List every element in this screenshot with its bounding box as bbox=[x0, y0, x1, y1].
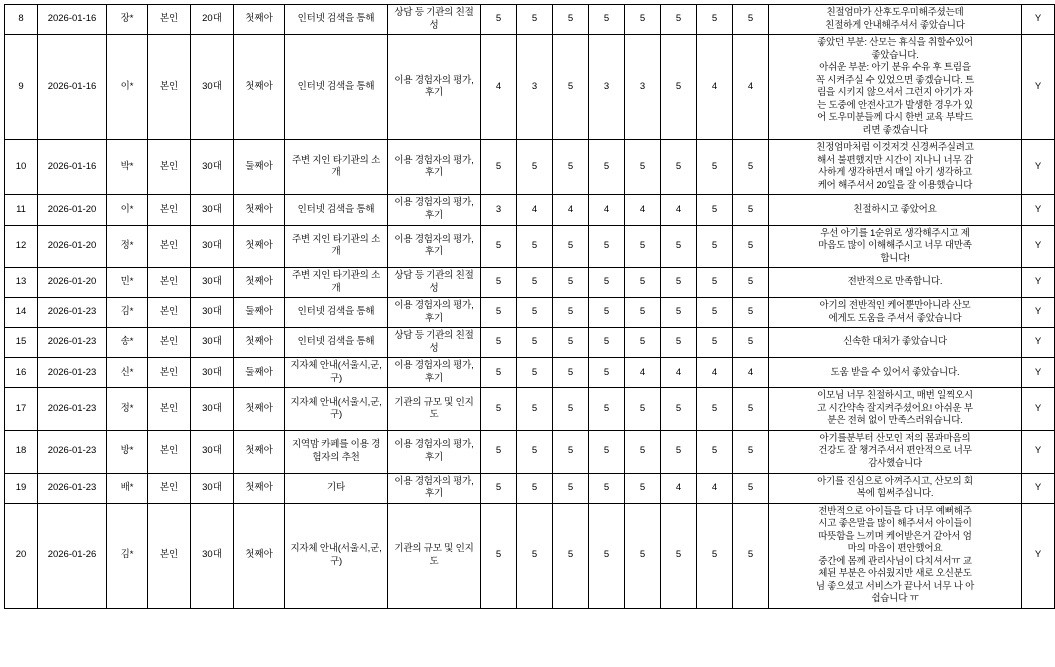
cell-age-group: 30대 bbox=[191, 430, 234, 473]
cell-comment bbox=[769, 140, 1022, 195]
cell-score: 5 bbox=[625, 298, 661, 328]
comment-line: 마음도 많이 이해해주시고 너무 대만족 bbox=[818, 240, 972, 252]
cell-score: 5 bbox=[625, 388, 661, 431]
cell-score: 5 bbox=[625, 503, 661, 608]
table-row bbox=[5, 268, 1055, 298]
table-row bbox=[5, 298, 1055, 328]
cell-public-flag: Y bbox=[1022, 35, 1055, 140]
comment-line: 좋았습니다. bbox=[871, 49, 919, 61]
cell-score: 5 bbox=[697, 298, 733, 328]
comment-line: 님 좋으셨고 서비스가 끝나서 너무 나 아 bbox=[815, 580, 975, 592]
cell-relation: 본인 bbox=[148, 473, 191, 503]
cell-score: 5 bbox=[661, 225, 697, 268]
cell-relation: 본인 bbox=[148, 358, 191, 388]
cell-score: 5 bbox=[697, 5, 733, 35]
cell-score: 4 bbox=[589, 195, 625, 225]
cell-score: 5 bbox=[517, 298, 553, 328]
cell-reason: 기관의 규모 및 인지도 bbox=[388, 388, 481, 431]
cell-route: 주변 지인 타기관의 소개 bbox=[285, 268, 388, 298]
cell-score: 5 bbox=[553, 268, 589, 298]
cell-number: 18 bbox=[5, 430, 38, 473]
cell-score: 5 bbox=[589, 503, 625, 608]
cell-date: 2026-01-23 bbox=[38, 473, 107, 503]
cell-relation: 본인 bbox=[148, 503, 191, 608]
cell-reason: 기관의 규모 및 인지도 bbox=[388, 503, 481, 608]
comment-line: 케어 해주셔서 20일을 잘 이용했습니다 bbox=[817, 179, 973, 191]
cell-date: 2026-01-23 bbox=[38, 328, 107, 358]
cell-score: 4 bbox=[733, 35, 769, 140]
cell-number: 14 bbox=[5, 298, 38, 328]
cell-age-group: 30대 bbox=[191, 358, 234, 388]
cell-date: 2026-01-23 bbox=[38, 388, 107, 431]
cell-score: 5 bbox=[517, 140, 553, 195]
cell-score: 5 bbox=[517, 503, 553, 608]
cell-public-flag: Y bbox=[1022, 140, 1055, 195]
cell-score: 5 bbox=[733, 298, 769, 328]
cell-score: 5 bbox=[517, 5, 553, 35]
cell-score: 5 bbox=[625, 5, 661, 35]
cell-relation: 본인 bbox=[148, 430, 191, 473]
cell-score: 5 bbox=[589, 328, 625, 358]
cell-writer: 배* bbox=[107, 473, 148, 503]
cell-birth-order: 첫째아 bbox=[234, 328, 285, 358]
cell-score: 3 bbox=[517, 35, 553, 140]
cell-number: 10 bbox=[5, 140, 38, 195]
cell-score: 5 bbox=[661, 430, 697, 473]
cell-reason: 이용 경험자의 평가, 후기 bbox=[388, 473, 481, 503]
cell-score: 5 bbox=[661, 328, 697, 358]
cell-score: 5 bbox=[733, 328, 769, 358]
cell-score: 5 bbox=[733, 473, 769, 503]
comment-line: 꼭 시켜주실 수 있었으면 좋겠습니다. 트 bbox=[815, 74, 975, 86]
cell-comment bbox=[769, 35, 1022, 140]
comment-line: 아기를분부터 산모인 저의 몸과마음의 bbox=[819, 432, 971, 444]
cell-score: 5 bbox=[517, 358, 553, 388]
comment-line: 사하게 생각하면서 매일 아기 생각하고 bbox=[818, 167, 972, 179]
cell-score: 4 bbox=[697, 35, 733, 140]
cell-route: 지역맘 카페를 이용 경험자의 추천 bbox=[285, 430, 388, 473]
cell-comment bbox=[769, 268, 1022, 298]
cell-route: 지자체 안내(서울시,군,구) bbox=[285, 388, 388, 431]
comment-line: 에게도 도움을 주셔서 좋았습니다 bbox=[828, 312, 962, 324]
cell-date: 2026-01-16 bbox=[38, 5, 107, 35]
cell-reason: 이용 경험자의 평가, 후기 bbox=[388, 358, 481, 388]
cell-writer: 신* bbox=[107, 358, 148, 388]
table-row bbox=[5, 503, 1055, 608]
cell-route: 기타 bbox=[285, 473, 388, 503]
comment-line: 리면 좋겠습니다 bbox=[862, 124, 928, 136]
cell-score: 5 bbox=[553, 5, 589, 35]
table-row bbox=[5, 140, 1055, 195]
cell-birth-order: 첫째아 bbox=[234, 503, 285, 608]
cell-score: 5 bbox=[697, 195, 733, 225]
cell-score: 5 bbox=[697, 388, 733, 431]
cell-birth-order: 둘째아 bbox=[234, 358, 285, 388]
cell-score: 5 bbox=[733, 430, 769, 473]
table-row bbox=[5, 358, 1055, 388]
cell-reason: 상담 등 기관의 친절성 bbox=[388, 268, 481, 298]
cell-score: 5 bbox=[481, 358, 517, 388]
comment-line: 해서 불편했지만 시간이 지나니 너무 감 bbox=[817, 154, 973, 166]
cell-date: 2026-01-26 bbox=[38, 503, 107, 608]
cell-birth-order: 첫째아 bbox=[234, 388, 285, 431]
comment-line: 좋았던 부분: 산모는 휴식을 취할수있어 bbox=[817, 37, 973, 49]
cell-score: 5 bbox=[481, 473, 517, 503]
cell-reason: 이용 경험자의 평가, 후기 bbox=[388, 430, 481, 473]
cell-reason: 이용 경험자의 평가, 후기 bbox=[388, 225, 481, 268]
cell-score: 5 bbox=[733, 503, 769, 608]
cell-number: 11 bbox=[5, 195, 38, 225]
table-body bbox=[5, 5, 1055, 609]
cell-age-group: 20대 bbox=[191, 5, 234, 35]
cell-score: 4 bbox=[661, 195, 697, 225]
cell-score: 5 bbox=[589, 5, 625, 35]
cell-score: 5 bbox=[661, 5, 697, 35]
table-row bbox=[5, 388, 1055, 431]
cell-route: 주변 지인 타기관의 소개 bbox=[285, 140, 388, 195]
cell-score: 5 bbox=[517, 328, 553, 358]
cell-score: 5 bbox=[661, 298, 697, 328]
cell-number: 20 bbox=[5, 503, 38, 608]
cell-score: 5 bbox=[589, 268, 625, 298]
cell-number: 12 bbox=[5, 225, 38, 268]
cell-birth-order: 첫째아 bbox=[234, 225, 285, 268]
cell-reason: 상담 등 기관의 친절성 bbox=[388, 5, 481, 35]
cell-birth-order: 첫째아 bbox=[234, 268, 285, 298]
cell-score: 5 bbox=[481, 225, 517, 268]
cell-score: 5 bbox=[625, 268, 661, 298]
cell-comment bbox=[769, 358, 1022, 388]
cell-relation: 본인 bbox=[148, 298, 191, 328]
comment-line: 체된 부분은 아쉬웠지만 새로 오신분도 bbox=[818, 568, 972, 580]
cell-route: 지자체 안내(서울시,군,구) bbox=[285, 503, 388, 608]
cell-comment bbox=[769, 388, 1022, 431]
cell-age-group: 30대 bbox=[191, 140, 234, 195]
cell-score: 4 bbox=[517, 195, 553, 225]
cell-score: 5 bbox=[661, 268, 697, 298]
cell-score: 5 bbox=[661, 388, 697, 431]
cell-score: 4 bbox=[697, 358, 733, 388]
cell-date: 2026-01-20 bbox=[38, 195, 107, 225]
cell-score: 5 bbox=[697, 430, 733, 473]
cell-score: 5 bbox=[697, 268, 733, 298]
cell-score: 5 bbox=[481, 503, 517, 608]
cell-public-flag: Y bbox=[1022, 225, 1055, 268]
comment-line: 전반적으로 만족합니다. bbox=[847, 276, 943, 288]
cell-birth-order: 첫째아 bbox=[234, 195, 285, 225]
cell-writer: 장* bbox=[107, 5, 148, 35]
cell-score: 5 bbox=[589, 298, 625, 328]
cell-score: 4 bbox=[481, 35, 517, 140]
cell-date: 2026-01-20 bbox=[38, 268, 107, 298]
table-row bbox=[5, 35, 1055, 140]
cell-public-flag: Y bbox=[1022, 298, 1055, 328]
cell-score: 5 bbox=[481, 328, 517, 358]
cell-score: 5 bbox=[481, 388, 517, 431]
cell-score: 5 bbox=[733, 5, 769, 35]
cell-score: 5 bbox=[733, 140, 769, 195]
cell-score: 5 bbox=[517, 268, 553, 298]
cell-route: 인터넷 검색을 통해 bbox=[285, 35, 388, 140]
cell-score: 5 bbox=[733, 225, 769, 268]
cell-relation: 본인 bbox=[148, 388, 191, 431]
cell-comment bbox=[769, 328, 1022, 358]
cell-score: 5 bbox=[553, 140, 589, 195]
cell-age-group: 30대 bbox=[191, 388, 234, 431]
comment-line: 아기를 진심으로 아껴주시고, 산모의 회 bbox=[817, 475, 973, 487]
cell-reason: 이용 경험자의 평가, 후기 bbox=[388, 298, 481, 328]
cell-score: 5 bbox=[517, 388, 553, 431]
cell-score: 5 bbox=[553, 503, 589, 608]
cell-number: 16 bbox=[5, 358, 38, 388]
cell-comment bbox=[769, 298, 1022, 328]
comment-line: 는 도중에 안전사고가 발생한 경우가 있 bbox=[817, 99, 973, 111]
cell-public-flag: Y bbox=[1022, 503, 1055, 608]
cell-score: 4 bbox=[661, 358, 697, 388]
cell-score: 5 bbox=[553, 328, 589, 358]
cell-comment bbox=[769, 195, 1022, 225]
table-row bbox=[5, 430, 1055, 473]
cell-number: 13 bbox=[5, 268, 38, 298]
cell-number: 9 bbox=[5, 35, 38, 140]
cell-date: 2026-01-23 bbox=[38, 430, 107, 473]
cell-age-group: 30대 bbox=[191, 225, 234, 268]
cell-score: 5 bbox=[553, 388, 589, 431]
cell-score: 4 bbox=[661, 473, 697, 503]
cell-reason: 이용 경험자의 평가, 후기 bbox=[388, 195, 481, 225]
cell-score: 4 bbox=[625, 195, 661, 225]
cell-score: 5 bbox=[517, 430, 553, 473]
cell-score: 5 bbox=[481, 430, 517, 473]
comment-line: 복에 힘써주십니다. bbox=[856, 488, 934, 500]
cell-score: 5 bbox=[625, 225, 661, 268]
cell-birth-order: 첫째아 bbox=[234, 430, 285, 473]
cell-comment bbox=[769, 473, 1022, 503]
cell-route: 인터넷 검색을 통해 bbox=[285, 5, 388, 35]
cell-comment bbox=[769, 225, 1022, 268]
cell-public-flag: Y bbox=[1022, 358, 1055, 388]
cell-score: 5 bbox=[733, 268, 769, 298]
cell-score: 5 bbox=[661, 503, 697, 608]
cell-score: 5 bbox=[481, 140, 517, 195]
cell-route: 인터넷 검색을 통해 bbox=[285, 328, 388, 358]
cell-public-flag: Y bbox=[1022, 430, 1055, 473]
comment-line: 어 도우미분들께 다시 한번 교육 부탁드 bbox=[817, 112, 973, 124]
cell-score: 5 bbox=[589, 473, 625, 503]
cell-public-flag: Y bbox=[1022, 5, 1055, 35]
comment-line: 친정엄마처럼 이것저것 신경써주실려고 bbox=[816, 142, 974, 154]
cell-age-group: 30대 bbox=[191, 195, 234, 225]
cell-age-group: 30대 bbox=[191, 503, 234, 608]
comment-line: 마의 마음이 편안했어요 bbox=[847, 543, 943, 555]
cell-age-group: 30대 bbox=[191, 268, 234, 298]
table-row bbox=[5, 5, 1055, 35]
comment-line: 감사했습니다 bbox=[868, 458, 922, 469]
cell-birth-order: 첫째아 bbox=[234, 35, 285, 140]
comment-line: 아기의 전반적인 케어뿐만아니라 산모 bbox=[819, 300, 971, 312]
cell-route: 주변 지인 타기관의 소개 bbox=[285, 225, 388, 268]
cell-score: 5 bbox=[553, 225, 589, 268]
table-row bbox=[5, 328, 1055, 358]
cell-score: 5 bbox=[625, 328, 661, 358]
cell-writer: 김* bbox=[107, 298, 148, 328]
cell-writer: 민* bbox=[107, 268, 148, 298]
cell-birth-order: 둘째아 bbox=[234, 298, 285, 328]
comment-line: 림을 시키지 않으셔서 그런지 아기가 자 bbox=[817, 87, 973, 99]
cell-public-flag: Y bbox=[1022, 195, 1055, 225]
cell-date: 2026-01-23 bbox=[38, 358, 107, 388]
cell-age-group: 30대 bbox=[191, 298, 234, 328]
cell-age-group: 30대 bbox=[191, 473, 234, 503]
cell-score: 5 bbox=[517, 225, 553, 268]
cell-score: 4 bbox=[553, 195, 589, 225]
cell-score: 5 bbox=[625, 140, 661, 195]
comment-line: 친절엄마가 산후도우미해주셨는데 bbox=[826, 7, 964, 18]
cell-reason: 상담 등 기관의 친절성 bbox=[388, 328, 481, 358]
cell-number: 15 bbox=[5, 328, 38, 358]
cell-birth-order: 첫째아 bbox=[234, 5, 285, 35]
cell-route: 지자체 안내(서울시,군,구) bbox=[285, 358, 388, 388]
cell-score: 4 bbox=[625, 358, 661, 388]
cell-public-flag: Y bbox=[1022, 388, 1055, 431]
cell-relation: 본인 bbox=[148, 5, 191, 35]
comment-line: 쉽습니다 ㅠ bbox=[871, 593, 919, 605]
cell-age-group: 30대 bbox=[191, 328, 234, 358]
comment-line: 분은 전혀 없이 만족스러워습니다. bbox=[827, 415, 963, 427]
cell-relation: 본인 bbox=[148, 328, 191, 358]
comment-line: 신속한 대처가 좋았습니다 bbox=[843, 336, 947, 348]
cell-date: 2026-01-20 bbox=[38, 225, 107, 268]
comment-line: 아쉬운 부분: 아기 분유 수유 후 트림을 bbox=[819, 62, 971, 74]
cell-route: 인터넷 검색을 통해 bbox=[285, 298, 388, 328]
cell-score: 5 bbox=[661, 35, 697, 140]
cell-score: 5 bbox=[697, 328, 733, 358]
cell-score: 5 bbox=[733, 195, 769, 225]
cell-score: 5 bbox=[589, 430, 625, 473]
cell-score: 5 bbox=[589, 388, 625, 431]
cell-score: 5 bbox=[697, 140, 733, 195]
cell-public-flag: Y bbox=[1022, 473, 1055, 503]
table-row bbox=[5, 225, 1055, 268]
cell-birth-order: 둘째아 bbox=[234, 140, 285, 195]
comment-line: 합니다! bbox=[880, 252, 910, 264]
cell-writer: 박* bbox=[107, 140, 148, 195]
cell-score: 5 bbox=[553, 473, 589, 503]
cell-relation: 본인 bbox=[148, 268, 191, 298]
cell-score: 5 bbox=[553, 298, 589, 328]
cell-date: 2026-01-23 bbox=[38, 298, 107, 328]
cell-relation: 본인 bbox=[148, 195, 191, 225]
cell-score: 5 bbox=[481, 298, 517, 328]
cell-number: 19 bbox=[5, 473, 38, 503]
cell-writer: 이* bbox=[107, 195, 148, 225]
cell-score: 5 bbox=[553, 358, 589, 388]
table-row bbox=[5, 195, 1055, 225]
cell-score: 5 bbox=[661, 140, 697, 195]
cell-score: 3 bbox=[589, 35, 625, 140]
cell-score: 4 bbox=[697, 473, 733, 503]
cell-number: 17 bbox=[5, 388, 38, 431]
cell-public-flag: Y bbox=[1022, 268, 1055, 298]
cell-comment bbox=[769, 503, 1022, 608]
cell-public-flag: Y bbox=[1022, 328, 1055, 358]
cell-number: 8 bbox=[5, 5, 38, 35]
cell-score: 5 bbox=[697, 503, 733, 608]
cell-writer: 이* bbox=[107, 35, 148, 140]
comment-line: 전반적으로 아이들을 다 너무 예뻐해주 bbox=[818, 505, 972, 517]
cell-score: 5 bbox=[733, 388, 769, 431]
cell-score: 3 bbox=[481, 195, 517, 225]
cell-score: 3 bbox=[625, 35, 661, 140]
cell-relation: 본인 bbox=[148, 140, 191, 195]
cell-score: 5 bbox=[481, 5, 517, 35]
cell-birth-order: 첫째아 bbox=[234, 473, 285, 503]
cell-relation: 본인 bbox=[148, 35, 191, 140]
cell-date: 2026-01-16 bbox=[38, 140, 107, 195]
cell-writer: 정* bbox=[107, 388, 148, 431]
comment-line: 건강도 잘 챙겨주셔서 편안적으로 너무 bbox=[818, 445, 972, 457]
cell-score: 4 bbox=[733, 358, 769, 388]
cell-reason: 이용 경험자의 평가, 후기 bbox=[388, 35, 481, 140]
cell-comment bbox=[769, 5, 1022, 35]
cell-score: 5 bbox=[481, 268, 517, 298]
cell-score: 5 bbox=[589, 225, 625, 268]
cell-score: 5 bbox=[625, 473, 661, 503]
cell-comment bbox=[769, 430, 1022, 473]
cell-score: 5 bbox=[553, 430, 589, 473]
cell-age-group: 30대 bbox=[191, 35, 234, 140]
comment-line: 이모님 너무 친절하시고, 매번 일찍오시 bbox=[817, 390, 973, 402]
table-row bbox=[5, 473, 1055, 503]
cell-score: 5 bbox=[553, 35, 589, 140]
cell-writer: 김* bbox=[107, 503, 148, 608]
reviews-table bbox=[4, 4, 1055, 609]
comment-line: 중간에 몸께 관리사님이 다치셔서ㅠ 교 bbox=[818, 555, 972, 567]
comment-line: 따뜻함을 느끼며 케어받은거 같아서 엄 bbox=[818, 530, 972, 542]
review-table-sheet bbox=[0, 4, 1042, 667]
cell-score: 5 bbox=[697, 225, 733, 268]
comment-line: 고 시간약속 잘지켜주셨어요! 아쉬운 부 bbox=[817, 402, 973, 414]
cell-writer: 정* bbox=[107, 225, 148, 268]
cell-score: 5 bbox=[589, 358, 625, 388]
comment-line: 우선 아기를 1순위로 생각해주시고 제 bbox=[820, 227, 970, 239]
cell-reason: 이용 경험자의 평가, 후기 bbox=[388, 140, 481, 195]
cell-date: 2026-01-16 bbox=[38, 35, 107, 140]
cell-score: 5 bbox=[517, 473, 553, 503]
comment-line: 친절하시고 좋았어요 bbox=[853, 203, 937, 215]
cell-route: 인터넷 검색을 통해 bbox=[285, 195, 388, 225]
cell-writer: 송* bbox=[107, 328, 148, 358]
cell-score: 5 bbox=[589, 140, 625, 195]
comment-line: 시고 좋은말을 많이 해주셔서 아이들이 bbox=[818, 518, 972, 530]
cell-relation: 본인 bbox=[148, 225, 191, 268]
comment-line: 친절하게 안내해주셔서 좋았습니다 bbox=[825, 19, 965, 31]
comment-line: 도움 받을 수 있어서 좋았습니다. bbox=[830, 366, 960, 378]
cell-score: 5 bbox=[625, 430, 661, 473]
cell-writer: 방* bbox=[107, 430, 148, 473]
